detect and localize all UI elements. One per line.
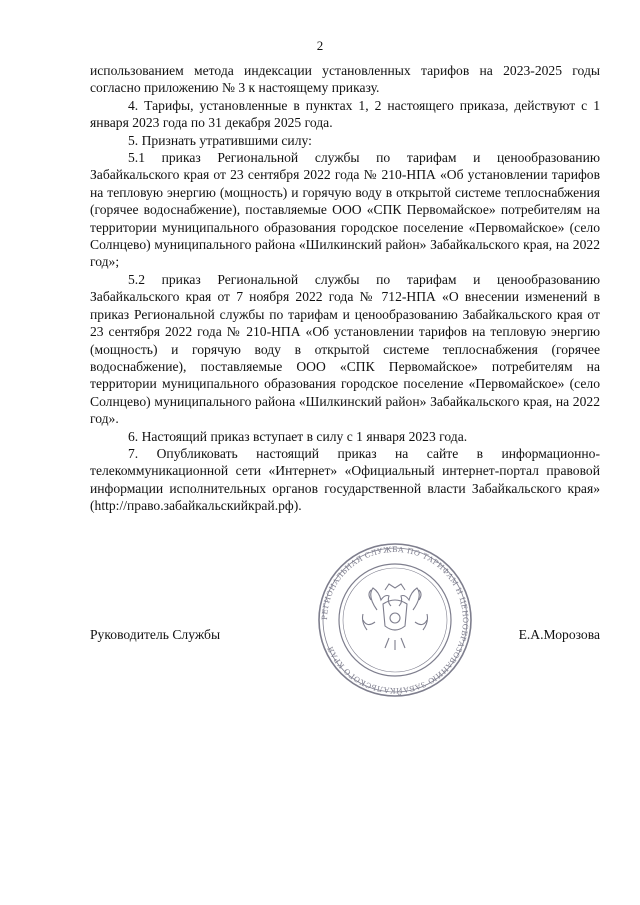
eagle-emblem-icon [363,584,428,650]
paragraph-continuation: использованием метода индексации установленных тарифов на 2023-2025 годы согласно приложению № 3 к настоящему приказу. [90,63,600,96]
paragraph-5-2: 5.2 приказ Региональной службы по тарифам и ценообразованию Забайкальского края от 7 ноября 2022 года № 712-НПА «О внесении изменений в приказ Региональной службы по тарифам и ценообразованию Забайкальского края от 23 сентября 2022 года № 210-НПА «Об установлении тарифов на тепловую энергию (мощность) и горячую воду в открытой системе теплоснабжения (горячее водоснабжение), поставляемые ООО «СПК Первомайское» потребителям на территории муниципального образования городское поселение «Первомайское» (село Солнцево) муниципального района «Шилкинский район» Забайкальского края, на 2022 год». [90,271,600,427]
svg-text:РЕГИОНАЛЬНАЯ СЛУЖБА ПО ТАРИФАМ [320,545,470,695]
paragraph-5: 5. Признать утратившими силу: [128,132,312,148]
signatory-title: Руководитель Службы [90,627,221,642]
seal-graphic [319,544,471,696]
paragraph-5-1: 5.1 приказ Региональной службы по тарифам и ценообразованию Забайкальского края от 23 сентября 2022 года № 210-НПА «Об установлении тарифов на тепловую энергию (мощность) и горячую воду в открытой системе теплоснабжения (горячее водоснабжение), поставляемые ООО «СПК Первомайское» потребителям на территории муниципального образования городское поселение «Первомайское» (село Солнцево) муниципального района «Шилкинский район» Забайкальского края, на 2022 год»; [90,150,600,270]
paragraph-6: 6. Настоящий приказ вступает в силу с 1 января 2023 года. [128,428,468,444]
official-seal-stamp [305,540,485,700]
seal-text: РЕГИОНАЛЬНАЯ СЛУЖБА ПО ТАРИФАМ И ЦЕНООБРАЗОВАНИЮ ЗАБАЙКАЛЬСКОГО КРАЯ [319,544,471,696]
paragraph-7: 7. Опубликовать настоящий приказ на сайте в информационно-телекоммуникационной сети «Интернет» «Официальный интернет-портал правовой информации исполнительных органов государственной власти Забайкальского края» (http://право.забайкальскийкрай.рф). [90,445,600,514]
signatory-name: Е.А.Морозова [518,627,600,642]
paragraph-4: 4. Тарифы, установленные в пунктах 1, 2 настоящего приказа, действуют с 1 января 2023 года по 31 декабря 2025 года. [90,97,600,131]
page-number: 2 [316,38,324,53]
document-body [90,62,600,515]
